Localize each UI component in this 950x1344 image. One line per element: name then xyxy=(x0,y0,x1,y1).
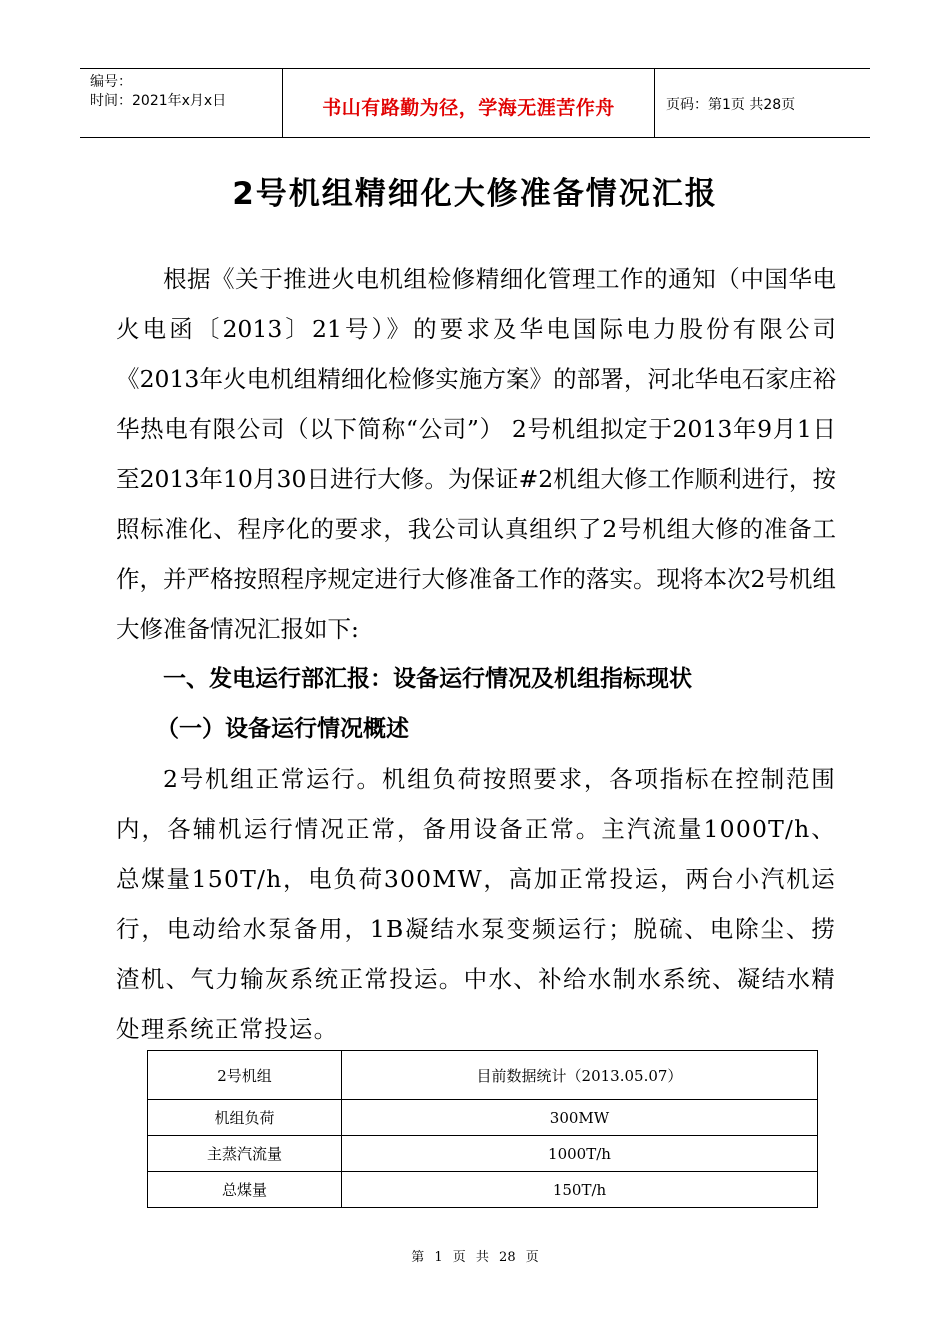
table-row xyxy=(148,1172,818,1208)
intro-paragraph: 根据《关于推进火电机组检修精细化管理工作的通知（中国华电火电函〔2013〕21号）》的要求及华电国际电力股份有限公司《2013年火电机组精细化检修实施方案》的部署，河北华电石家庄裕华热电有限公司（以下简称“公司”） 2号机组拟定于2013年9月1日至2013年10月30日进行大修。为保证#2机组大修工作顺利进行，按照标准化、程序化的要求，我公司认真组织了2号机组大修的准备工作，并严格按照程序规定进行大修准备工作的落实。现将本次2号机组大修准备情况汇报如下: xyxy=(116,265,836,643)
table-cell: 总煤量 xyxy=(148,1172,342,1208)
section-paragraph: 2号机组正常运行。机组负荷按照要求，各项指标在控制范围内，各辅机运行情况正常，备用设备正常。主汽流量1000T/h、总煤量150T/h，电负荷300MW，高加正常投运，两台小汽机运行，电动给水泵备用，1B凝结水泵变频运行；脱硫、电除尘、捞渣机、气力输灰系统正常投运。中水、补给水制水系统、凝结水精处理系统正常投运。 xyxy=(116,765,836,1043)
header-divider xyxy=(654,69,655,137)
table-cell: 主蒸汽流量 xyxy=(148,1136,342,1172)
unit-data-table xyxy=(147,1050,818,1208)
subsection-heading: （一）设备运行情况概述 xyxy=(156,716,409,742)
table-header-cell: 2号机组 xyxy=(148,1051,342,1100)
document-title: 2号机组精细化大修准备情况汇报 xyxy=(232,176,718,212)
document-number-label: 编号： xyxy=(90,74,132,90)
header-page-info: 页码：第1页 共28页 xyxy=(666,97,796,113)
document-time-label: 时间：2021年x月x日 xyxy=(90,93,227,109)
header-motto: 书山有路勤为径，学海无涯苦作舟 xyxy=(322,97,615,119)
table-cell: 150T/h xyxy=(342,1172,818,1208)
table-row xyxy=(148,1136,818,1172)
header-meta xyxy=(90,73,226,111)
section-heading: 一、发电运行部汇报：设备运行情况及机组指标现状 xyxy=(163,666,692,692)
table-cell: 300MW xyxy=(342,1100,818,1136)
table-cell: 机组负荷 xyxy=(148,1100,342,1136)
page-footer: 第 1 页 共 28 页 xyxy=(411,1250,539,1265)
table-header-cell: 目前数据统计（2013.05.07） xyxy=(342,1051,818,1100)
page-header xyxy=(80,68,870,138)
table-header-row xyxy=(148,1051,818,1100)
table-cell: 1000T/h xyxy=(342,1136,818,1172)
table-row xyxy=(148,1100,818,1136)
document-body xyxy=(116,254,836,1054)
